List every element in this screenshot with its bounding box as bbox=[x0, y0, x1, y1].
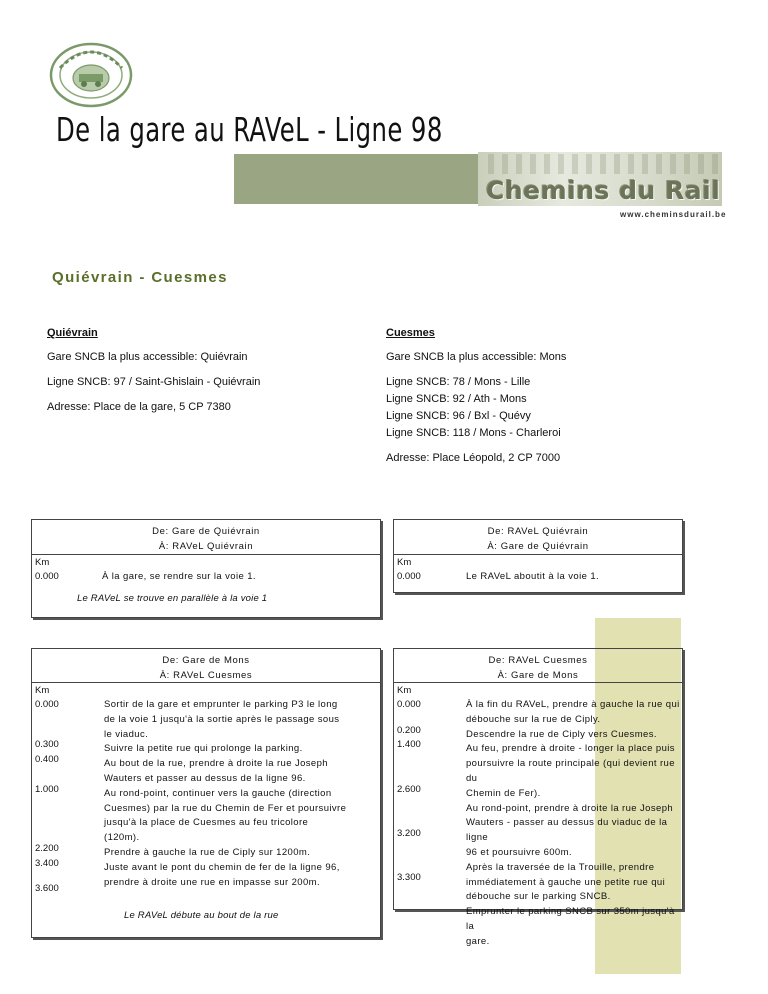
route-step-line: débouche sur le parking SNCB. bbox=[466, 891, 611, 903]
route-step-line: Au feu, prendre à droite - longer la place puis bbox=[466, 743, 675, 755]
route-step-line: jusqu'à la place de Cuesmes au feu tricolore bbox=[104, 817, 309, 829]
route-box-ravel-to-quievrain bbox=[393, 519, 683, 593]
route-step-line: Prendre à gauche la rue de Ciply sur 1200m. bbox=[104, 846, 311, 858]
km-value: 3.300 bbox=[397, 872, 421, 883]
km-value: 0.000 bbox=[35, 699, 59, 710]
left-station-name: Quiévrain bbox=[47, 327, 98, 339]
route-step-line: (120m). bbox=[104, 832, 140, 844]
km-value: 0.000 bbox=[397, 571, 421, 582]
km-value: 3.400 bbox=[35, 858, 59, 869]
km-value: 2.200 bbox=[35, 843, 59, 854]
km-value: 3.600 bbox=[35, 883, 59, 894]
page-title: De la gare au RAVeL - Ligne 98 bbox=[56, 110, 443, 149]
route-step-line: 96 et poursuivre 600m. bbox=[466, 846, 572, 858]
route-to: À: Gare de Mons bbox=[497, 670, 579, 681]
club-stamp-logo-icon bbox=[46, 38, 136, 112]
right-station-name: Cuesmes bbox=[386, 327, 435, 339]
route-to: À: RAVeL Quiévrain bbox=[158, 541, 254, 552]
route-step-line: Au bout de la rue, prendre à droite la rue Joseph bbox=[104, 758, 328, 770]
right-station-line: Ligne SNCB: 78 / Mons - Lille bbox=[386, 376, 531, 388]
left-station-access: Gare SNCB la plus accessible: Quiévrain bbox=[47, 351, 248, 363]
route-step-line: Sortir de la gare et emprunter le parking P3 le long bbox=[104, 699, 338, 710]
route-step-line: prendre à droite une rue en impasse sur 200m. bbox=[104, 876, 321, 888]
left-station-address: Adresse: Place de la gare, 5 CP 7380 bbox=[47, 401, 231, 413]
route-to: À: Gare de Quiévrain bbox=[487, 541, 589, 552]
km-value: 0.200 bbox=[397, 725, 421, 736]
km-value: 0.400 bbox=[35, 754, 59, 765]
route-box-quievrain-to-ravel bbox=[31, 519, 381, 618]
route-step: Le RAVeL aboutit à la voie 1. bbox=[466, 571, 600, 582]
route-step-line: À la fin du RAVeL, prendre à gauche la rue qui bbox=[466, 699, 680, 710]
left-station-line: Ligne SNCB: 97 / Saint-Ghislain - Quiévrain bbox=[47, 376, 261, 388]
km-value: 2.600 bbox=[397, 784, 421, 795]
route-box-mons-to-ravel bbox=[31, 648, 381, 938]
route-step-line: Après la traversée de la Trouille, prendre bbox=[466, 861, 655, 873]
route-from: De: RAVeL Quiévrain bbox=[487, 526, 589, 537]
route-step-line: Au rond-point, prendre à droite la rue Joseph bbox=[466, 802, 674, 814]
route-step-line: Au rond-point, continuer vers la gauche (direction bbox=[104, 787, 332, 799]
right-station-line: Ligne SNCB: 96 / Bxl - Quévy bbox=[386, 410, 531, 422]
route-step-line: le viaduc. bbox=[104, 728, 149, 740]
route-from: De: RAVeL Cuesmes bbox=[488, 655, 588, 666]
right-station-access: Gare SNCB la plus accessible: Mons bbox=[386, 351, 567, 363]
route-step-line: Emprunter le parking SNCB sur 350m jusqu'à la bbox=[466, 906, 675, 932]
route-step-line: Juste avant le pont du chemin de fer de la ligne 96, bbox=[104, 861, 340, 873]
route-subtitle: Quiévrain - Cuesmes bbox=[52, 269, 228, 286]
route-note: Le RAVeL débute au bout de la rue bbox=[124, 910, 279, 921]
route-from: De: Gare de Quiévrain bbox=[152, 526, 260, 537]
km-label: Km bbox=[397, 685, 412, 696]
km-label: Km bbox=[397, 557, 412, 568]
route-step-line: Cuesmes) par la rue du Chemin de Fer et poursuivre bbox=[104, 802, 347, 814]
route-box-ravel-to-mons bbox=[393, 648, 683, 947]
km-value: 1.000 bbox=[35, 784, 59, 795]
route-step-line: gare. bbox=[466, 935, 490, 947]
route-step-line: débouche sur la rue de Ciply. bbox=[466, 713, 601, 725]
km-value: 0.300 bbox=[35, 739, 59, 750]
route-step-line: Suivre la petite rue qui prolonge la parking. bbox=[104, 743, 303, 755]
km-value: 0.000 bbox=[35, 571, 59, 582]
route-step: À la gare, se rendre sur la voie 1. bbox=[102, 571, 256, 582]
banner-brand: Chemins du Rail bbox=[486, 176, 721, 205]
km-value: 1.400 bbox=[397, 739, 421, 750]
right-station-line: Ligne SNCB: 118 / Mons - Charleroi bbox=[386, 427, 561, 439]
route-from: De: Gare de Mons bbox=[162, 655, 250, 666]
km-label: Km bbox=[35, 557, 50, 568]
route-to: À: RAVeL Cuesmes bbox=[159, 670, 253, 681]
route-step-line: poursuivre la route principale (qui devient rue du bbox=[466, 758, 675, 784]
km-label: Km bbox=[35, 685, 50, 696]
route-step-line: Wauters et passer au dessus de la ligne 96. bbox=[104, 772, 306, 784]
right-station-line: Ligne SNCB: 92 / Ath - Mons bbox=[386, 393, 527, 405]
km-value: 0.000 bbox=[397, 699, 421, 710]
route-step-line: de la voie 1 jusqu'à la sortie après le passage sous bbox=[104, 713, 340, 725]
km-value: 3.200 bbox=[397, 828, 421, 839]
route-step-line: Wauters - passer au dessus du viaduc de la ligne bbox=[466, 817, 668, 844]
right-station-address: Adresse: Place Léopold, 2 CP 7000 bbox=[386, 452, 561, 464]
route-note: Le RAVeL se trouve en parallèle à la voie 1 bbox=[77, 593, 268, 604]
route-step-line: Descendre la rue de Ciply vers Cuesmes. bbox=[466, 728, 657, 740]
route-step-line: immédiatement à gauche une petite rue qui bbox=[466, 876, 666, 888]
route-step-line: Chemin de Fer). bbox=[466, 787, 541, 799]
banner-url: www.cheminsdurail.be bbox=[620, 210, 727, 219]
